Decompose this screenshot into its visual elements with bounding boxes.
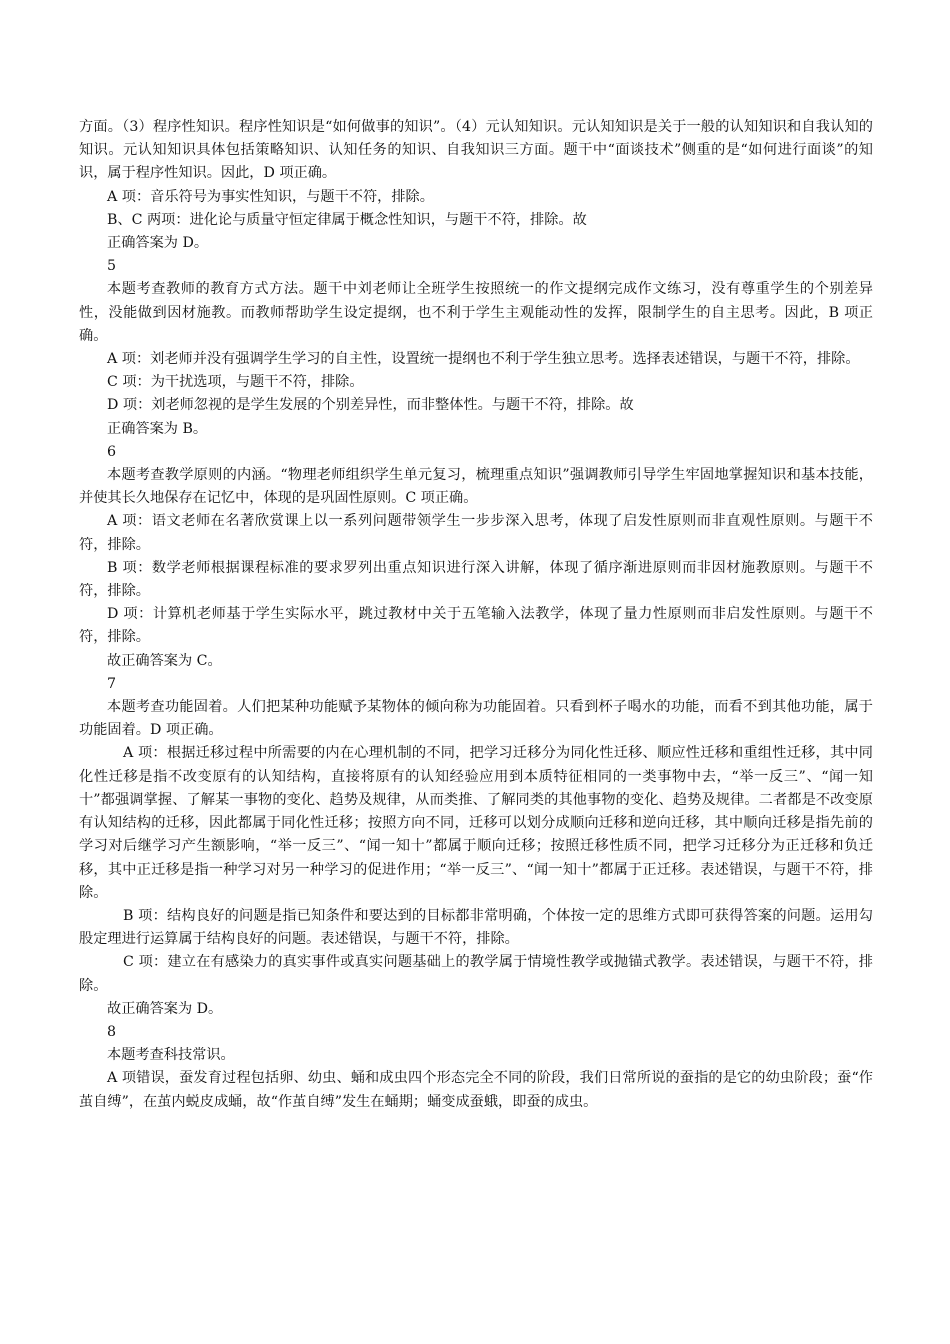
question-number-6: 6: [107, 443, 117, 460]
paragraph-q7-option-c: C 项：建立在有感染力的真实事件或真实问题基础上的教学属于情境性教学或抛锚式教学。表述错误，与题干不符，排除。: [79, 954, 873, 994]
paragraph-q6-option-a: A 项：语文老师在名著欣赏课上以一系列问题带领学生一步步深入思考，体现了启发性原则而非直观性原则。与题干不符，排除。: [79, 513, 873, 553]
paragraph-q7-answer: 故正确答案为 D。: [107, 1000, 223, 1017]
paragraph-q7-analysis: 本题考查功能固着。人们把某种功能赋予某物体的倾向称为功能固着。只看到杯子喝水的功能，而看不到其他功能，属于功能固着。D 项正确。: [79, 699, 873, 739]
paragraph-q6-option-d: D 项：计算机老师基于学生实际水平，跳过教材中关于五笔输入法教学，体现了量力性原则而非启发性原则。与题干不符，排除。: [79, 606, 873, 646]
paragraph-q6-answer: 故正确答案为 C。: [107, 652, 222, 669]
question-number-5: 5: [107, 258, 117, 275]
paragraph-q5-option-d: D 项：刘老师忽视的是学生发展的个别差异性，而非整体性。与题干不符，排除。故: [107, 397, 634, 414]
paragraph-q4-answer: 正确答案为 D。: [107, 235, 209, 252]
document-body: [79, 116, 873, 1114]
paragraph-q6-analysis: 本题考查教学原则的内涵。“物理老师组织学生单元复习，梳理重点知识”强调教师引导学生牢固地掌握知识和基本技能，并使其长久地保存在记忆中，体现的是巩固性原则。C 项正确。: [79, 467, 873, 507]
paragraph-q8-option-a: A 项错误，蚕发育过程包括卵、幼虫、蛹和成虫四个形态完全不同的阶段，我们日常所说的蚕指的是它的幼虫阶段；蚕“作茧自缚”，在茧内蜕皮成蛹，故“作茧自缚”发生在蛹期；蛹变成蚕蛾，即蚕的成虫。: [79, 1070, 873, 1110]
paragraph-q4-options-bc: B、C 两项：进化论与质量守恒定律属于概念性知识，与题干不符，排除。故: [107, 211, 587, 228]
paragraph-q5-analysis: 本题考查教师的教育方式方法。题干中刘老师让全班学生按照统一的作文提纲完成作文练习，没有尊重学生的个别差异性，没能做到因材施教。而教师帮助学生设定提纲，也不利于学生主观能动性的发挥，限制学生的自主思考。因此，B 项正确。: [79, 281, 873, 344]
paragraph-q7-option-b: B 项：结构良好的问题是指已知条件和要达到的目标都非常明确，个体按一定的思维方式即可获得答案的问题。运用勾股定理进行运算属于结构良好的问题。表述错误，与题干不符，排除。: [79, 907, 873, 948]
paragraph-q5-option-c: C 项：为干扰选项，与题干不符，排除。: [107, 374, 364, 391]
paragraph-cognitive-knowledge: 方面。（3）程序性知识。程序性知识是“如何做事的知识”。（4）元认知知识。元认知知识是关于一般的认知知识和自我认知的知识。元认知知识具体包括策略知识、认知任务的知识、自我知识三方面。题干中“面谈技术”侧重的是“如何进行面谈”的知识，属于程序性知识。因此，D 项正确。: [79, 119, 873, 182]
paragraph-q5-option-a: A 项：刘老师并没有强调学生学习的自主性，设置统一提纲也不利于学生独立思考。选择表述错误，与题干不符，排除。: [107, 351, 860, 368]
paragraph-q6-option-b: B 项：数学老师根据课程标准的要求罗列出重点知识进行深入讲解，体现了循序渐进原则而非因材施教原则。与题干不符，排除。: [79, 559, 873, 600]
question-number-8: 8: [107, 1023, 117, 1040]
paragraph-q5-answer: 正确答案为 B。: [107, 420, 208, 437]
question-number-7: 7: [107, 675, 117, 692]
paragraph-q8-analysis: 本题考查科技常识。: [107, 1047, 235, 1064]
paragraph-q4-option-a: A 项：音乐符号为事实性知识，与题干不符，排除。: [107, 188, 434, 205]
paragraph-q7-option-a: A 项：根据迁移过程中所需要的内在心理机制的不同，把学习迁移分为同化性迁移、顺应性迁移和重组性迁移，其中同化性迁移是指不改变原有的认知结构，直接将原有的认知经验应用到本质特征相同的一类事物中去，“举一反三”、“闻一知十”都强调掌握、了解某一事物的变化、趋势及规律，从而类推、了解同类的其他事物的变化、趋势及规律。二者都是不改变原有认知结构的迁移，因此都属于同化性迁移；按照方向不同，迁移可以划分成顺向迁移和逆向迁移，其中顺向迁移是指先前的学习对后继学习产生额影响，“举一反三”、“闻一知十”都属于顺向迁移；按照迁移性质不同，把学习迁移分为正迁移和负迁移，其中正迁移是指一种学习对另一种学习的促进作用；“举一反三”、“闻一知十”都属于正迁移。表述错误，与题干不符，排除。: [79, 745, 873, 901]
